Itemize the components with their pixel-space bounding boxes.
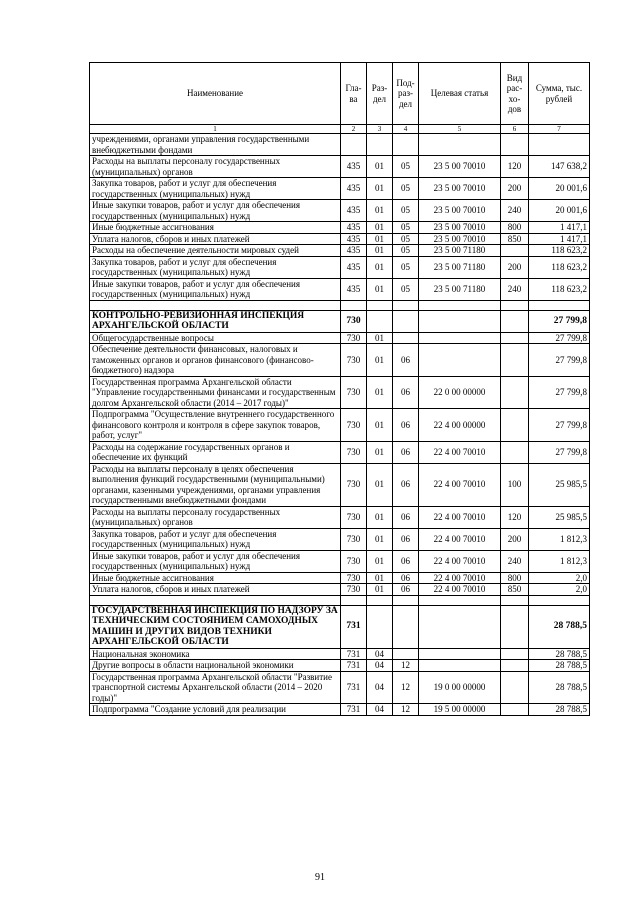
cell-podrazdel [393, 648, 419, 660]
cell-vid [501, 332, 529, 344]
cell-vid: 120 [501, 506, 529, 528]
cell-vid: 850 [501, 233, 529, 245]
col-header-razdel: Раз-дел [367, 63, 393, 125]
column-number: 1 [90, 125, 341, 134]
cell-sum: 1 417,1 [529, 233, 590, 245]
cell-name: Уплата налогов, сборов и иных платежей [90, 584, 341, 596]
cell-target [419, 605, 501, 648]
page-number: 91 [315, 872, 325, 883]
cell-glava: 730 [341, 376, 367, 409]
table-row [90, 134, 590, 156]
col-header-sum: Сумма, тыс. рублей [529, 63, 590, 125]
table-row [90, 278, 590, 300]
cell-glava: 730 [341, 528, 367, 550]
cell-name: Подпрограмма "Осуществление внутреннего государственного финансового контроля и контроля в сфере закупок товаров, работ, услуг" [90, 409, 341, 442]
cell-vid: 800 [501, 222, 529, 234]
cell-razdel: 04 [367, 704, 393, 716]
table-row [90, 528, 590, 550]
column-number: 4 [393, 125, 419, 134]
cell-target: 23 5 00 71180 [419, 278, 501, 300]
cell-podrazdel: 05 [393, 245, 419, 257]
header-row [90, 63, 590, 125]
cell-sum: 118 623,2 [529, 256, 590, 278]
cell-sum: 118 623,2 [529, 245, 590, 257]
cell-target [419, 660, 501, 672]
cell-name: Иные закупки товаров, работ и услуг для обеспечения государственных (муниципальных) нужд [90, 200, 341, 222]
cell-glava: 730 [341, 344, 367, 377]
cell-sum: 27 799,8 [529, 344, 590, 377]
empty-cell [393, 595, 419, 605]
cell-target: 23 5 00 70010 [419, 222, 501, 234]
cell-target: 23 5 00 70010 [419, 200, 501, 222]
cell-vid: 200 [501, 178, 529, 200]
table-body [90, 134, 590, 716]
cell-sum [529, 134, 590, 156]
cell-glava [341, 134, 367, 156]
cell-name: Расходы на выплаты персоналу государственных (муниципальных) органов [90, 156, 341, 178]
cell-podrazdel: 12 [393, 660, 419, 672]
cell-name: КОНТРОЛЬНО-РЕВИЗИОННАЯ ИНСПЕКЦИЯ АРХАНГЕЛЬСКОЙ ОБЛАСТИ [90, 310, 341, 332]
cell-name: Закупка товаров, работ и услуг для обеспечения государственных (муниципальных) нужд [90, 178, 341, 200]
cell-razdel: 01 [367, 441, 393, 463]
section-header-row [90, 605, 590, 648]
cell-razdel: 01 [367, 376, 393, 409]
cell-name: Другие вопросы в области национальной экономики [90, 660, 341, 672]
cell-sum: 28 788,5 [529, 605, 590, 648]
cell-target: 19 5 00 00000 [419, 704, 501, 716]
cell-podrazdel: 06 [393, 584, 419, 596]
table-row [90, 156, 590, 178]
column-number: 6 [501, 125, 529, 134]
budget-table [89, 62, 590, 716]
cell-target: 23 5 00 71180 [419, 256, 501, 278]
cell-sum: 1 812,3 [529, 550, 590, 572]
cell-sum: 118 623,2 [529, 278, 590, 300]
cell-glava: 730 [341, 332, 367, 344]
empty-cell [419, 595, 501, 605]
cell-podrazdel: 05 [393, 256, 419, 278]
cell-podrazdel: 06 [393, 506, 419, 528]
column-number: 5 [419, 125, 501, 134]
cell-name: ГОСУДАРСТВЕННАЯ ИНСПЕКЦИЯ ПО НАДЗОРУ ЗА ТЕХНИЧЕСКИМ СОСТОЯНИЕМ САМОХОДНЫХ МАШИН И ДРУГИХ ВИДОВ ТЕХНИКИ АРХАНГЕЛЬСКОЙ ОБЛАСТИ [90, 605, 341, 648]
table-row [90, 660, 590, 672]
col-header-name: Наименование [90, 63, 341, 125]
table-row [90, 648, 590, 660]
cell-razdel: 01 [367, 256, 393, 278]
col-header-target: Целевая статья [419, 63, 501, 125]
cell-glava: 731 [341, 704, 367, 716]
cell-sum: 27 799,8 [529, 332, 590, 344]
cell-vid [501, 310, 529, 332]
table-row [90, 245, 590, 257]
cell-target [419, 134, 501, 156]
cell-name: учреждениями, органами управления государственными внебюджетными фондами [90, 134, 341, 156]
cell-sum: 27 799,8 [529, 409, 590, 442]
cell-name: Расходы на обеспечение деятельности мировых судей [90, 245, 341, 257]
cell-glava: 435 [341, 233, 367, 245]
cell-target: 22 4 00 70010 [419, 506, 501, 528]
cell-sum: 28 788,5 [529, 671, 590, 704]
empty-cell [393, 300, 419, 310]
cell-target [419, 332, 501, 344]
cell-glava: 730 [341, 441, 367, 463]
cell-target: 23 5 00 70010 [419, 156, 501, 178]
cell-razdel [367, 605, 393, 648]
cell-sum: 20 001,6 [529, 200, 590, 222]
cell-name: Закупка товаров, работ и услуг для обеспечения государственных (муниципальных) нужд [90, 528, 341, 550]
cell-vid: 800 [501, 572, 529, 584]
table-row [90, 409, 590, 442]
cell-vid: 200 [501, 528, 529, 550]
cell-target [419, 648, 501, 660]
cell-podrazdel: 06 [393, 376, 419, 409]
cell-razdel: 01 [367, 233, 393, 245]
cell-target: 23 5 00 70010 [419, 233, 501, 245]
cell-podrazdel: 05 [393, 200, 419, 222]
cell-podrazdel: 06 [393, 441, 419, 463]
table-row [90, 704, 590, 716]
cell-razdel: 01 [367, 584, 393, 596]
cell-target: 22 4 00 70010 [419, 572, 501, 584]
empty-cell [90, 300, 341, 310]
cell-target: 22 4 00 70010 [419, 584, 501, 596]
cell-podrazdel: 12 [393, 704, 419, 716]
cell-target: 22 0 00 00000 [419, 376, 501, 409]
empty-cell [367, 595, 393, 605]
cell-name: Подпрограмма "Создание условий для реализации [90, 704, 341, 716]
cell-name: Закупка товаров, работ и услуг для обеспечения государственных (муниципальных) нужд [90, 256, 341, 278]
cell-vid [501, 704, 529, 716]
cell-target: 22 4 00 70010 [419, 463, 501, 506]
cell-name: Национальная экономика [90, 648, 341, 660]
spacer-row [90, 595, 590, 605]
cell-vid [501, 376, 529, 409]
cell-razdel [367, 134, 393, 156]
cell-target [419, 310, 501, 332]
cell-razdel: 01 [367, 463, 393, 506]
cell-sum: 25 985,5 [529, 506, 590, 528]
cell-sum: 27 799,8 [529, 310, 590, 332]
column-number: 7 [529, 125, 590, 134]
cell-razdel: 01 [367, 178, 393, 200]
cell-vid: 100 [501, 463, 529, 506]
empty-cell [419, 300, 501, 310]
cell-vid [501, 134, 529, 156]
cell-name: Обеспечение деятельности финансовых, налоговых и таможенных органов и органов финансового (финансово-бюджетного) надзора [90, 344, 341, 377]
cell-razdel: 04 [367, 660, 393, 672]
cell-glava: 435 [341, 245, 367, 257]
cell-glava: 730 [341, 310, 367, 332]
cell-podrazdel: 05 [393, 278, 419, 300]
cell-podrazdel: 06 [393, 528, 419, 550]
table-row [90, 376, 590, 409]
cell-razdel: 01 [367, 222, 393, 234]
cell-razdel: 01 [367, 528, 393, 550]
cell-razdel: 01 [367, 572, 393, 584]
cell-vid [501, 409, 529, 442]
column-number: 2 [341, 125, 367, 134]
cell-glava: 730 [341, 463, 367, 506]
cell-podrazdel: 12 [393, 671, 419, 704]
cell-podrazdel [393, 605, 419, 648]
cell-podrazdel: 06 [393, 344, 419, 377]
empty-cell [367, 300, 393, 310]
cell-glava: 730 [341, 550, 367, 572]
cell-podrazdel: 05 [393, 233, 419, 245]
cell-glava: 730 [341, 584, 367, 596]
cell-razdel: 01 [367, 506, 393, 528]
cell-target: 22 4 00 00000 [419, 409, 501, 442]
cell-podrazdel [393, 332, 419, 344]
cell-podrazdel: 06 [393, 463, 419, 506]
table-row [90, 572, 590, 584]
cell-razdel: 01 [367, 409, 393, 442]
cell-target: 23 5 00 71180 [419, 245, 501, 257]
cell-target: 22 4 00 70010 [419, 550, 501, 572]
cell-name: Расходы на выплаты персоналу государственных (муниципальных) органов [90, 506, 341, 528]
cell-vid: 240 [501, 278, 529, 300]
table-row [90, 332, 590, 344]
empty-cell [501, 595, 529, 605]
cell-sum: 1 812,3 [529, 528, 590, 550]
cell-vid: 240 [501, 200, 529, 222]
col-header-glava: Гла-ва [341, 63, 367, 125]
cell-glava: 731 [341, 605, 367, 648]
column-number-row [90, 125, 590, 134]
cell-razdel: 01 [367, 332, 393, 344]
empty-cell [341, 300, 367, 310]
cell-vid [501, 660, 529, 672]
cell-sum: 25 985,5 [529, 463, 590, 506]
cell-name: Иные бюджетные ассигнования [90, 222, 341, 234]
cell-sum: 28 788,5 [529, 660, 590, 672]
cell-vid: 120 [501, 156, 529, 178]
cell-name: Иные закупки товаров, работ и услуг для обеспечения государственных (муниципальных) нужд [90, 278, 341, 300]
cell-target: 22 4 00 70010 [419, 441, 501, 463]
cell-vid [501, 671, 529, 704]
cell-podrazdel: 05 [393, 222, 419, 234]
table-row [90, 671, 590, 704]
cell-podrazdel: 05 [393, 156, 419, 178]
cell-name: Общегосударственные вопросы [90, 332, 341, 344]
cell-podrazdel: 06 [393, 550, 419, 572]
cell-podrazdel: 06 [393, 572, 419, 584]
cell-name: Иные закупки товаров, работ и услуг для обеспечения государственных (муниципальных) нужд [90, 550, 341, 572]
col-header-vid: Вид рас-хо-дов [501, 63, 529, 125]
cell-target: 19 0 00 00000 [419, 671, 501, 704]
cell-sum: 28 788,5 [529, 648, 590, 660]
table-row [90, 344, 590, 377]
cell-target: 23 5 00 70010 [419, 178, 501, 200]
cell-sum: 147 638,2 [529, 156, 590, 178]
col-header-podrazdel: Под-раз-дел [393, 63, 419, 125]
cell-target: 22 4 00 70010 [419, 528, 501, 550]
cell-razdel: 01 [367, 278, 393, 300]
table-row [90, 200, 590, 222]
cell-glava: 731 [341, 671, 367, 704]
cell-podrazdel [393, 134, 419, 156]
cell-podrazdel [393, 310, 419, 332]
cell-name: Государственная программа Архангельской области "Развитие транспортной системы Архангельской области (2014 – 2020 годы)" [90, 671, 341, 704]
cell-glava: 435 [341, 200, 367, 222]
table-row [90, 222, 590, 234]
empty-cell [90, 595, 341, 605]
cell-razdel: 01 [367, 245, 393, 257]
cell-sum: 27 799,8 [529, 376, 590, 409]
cell-glava: 730 [341, 572, 367, 584]
cell-vid [501, 648, 529, 660]
cell-podrazdel: 06 [393, 409, 419, 442]
cell-name: Расходы на содержание государственных органов и обеспечение их функций [90, 441, 341, 463]
cell-vid [501, 605, 529, 648]
cell-vid [501, 245, 529, 257]
cell-glava: 731 [341, 648, 367, 660]
cell-podrazdel: 05 [393, 178, 419, 200]
cell-razdel: 04 [367, 648, 393, 660]
cell-glava: 730 [341, 506, 367, 528]
section-header-row [90, 310, 590, 332]
empty-cell [529, 595, 590, 605]
spacer-row [90, 300, 590, 310]
table-row [90, 178, 590, 200]
table-row [90, 233, 590, 245]
cell-sum: 28 788,5 [529, 704, 590, 716]
cell-sum: 2,0 [529, 584, 590, 596]
cell-glava: 435 [341, 222, 367, 234]
cell-glava: 730 [341, 409, 367, 442]
cell-razdel: 01 [367, 200, 393, 222]
table-row [90, 256, 590, 278]
cell-razdel: 01 [367, 156, 393, 178]
cell-glava: 435 [341, 156, 367, 178]
cell-glava: 435 [341, 178, 367, 200]
empty-cell [341, 595, 367, 605]
table-row [90, 506, 590, 528]
cell-sum: 20 001,6 [529, 178, 590, 200]
cell-name: Уплата налогов, сборов и иных платежей [90, 233, 341, 245]
cell-vid: 850 [501, 584, 529, 596]
cell-glava: 435 [341, 278, 367, 300]
cell-sum: 2,0 [529, 572, 590, 584]
cell-name: Иные бюджетные ассигнования [90, 572, 341, 584]
cell-sum: 1 417,1 [529, 222, 590, 234]
table-row [90, 463, 590, 506]
table-row [90, 584, 590, 596]
cell-target [419, 344, 501, 377]
empty-cell [529, 300, 590, 310]
table-row [90, 441, 590, 463]
cell-razdel: 01 [367, 550, 393, 572]
table-row [90, 550, 590, 572]
cell-razdel: 01 [367, 344, 393, 377]
cell-sum: 27 799,8 [529, 441, 590, 463]
empty-cell [501, 300, 529, 310]
cell-vid: 200 [501, 256, 529, 278]
cell-razdel: 04 [367, 671, 393, 704]
cell-glava: 435 [341, 256, 367, 278]
cell-name: Расходы на выплаты персоналу в целях обеспечения выполнения функций государственными (муниципальными) органами, казенными учреждениями, органами управления государственными внебюджетными фондами [90, 463, 341, 506]
cell-vid [501, 441, 529, 463]
cell-name: Государственная программа Архангельской области "Управление государственными финансами и государственным долгом Архангельской области (2014 – 2017 годы)" [90, 376, 341, 409]
cell-razdel [367, 310, 393, 332]
cell-vid [501, 344, 529, 377]
column-number: 3 [367, 125, 393, 134]
cell-glava: 731 [341, 660, 367, 672]
cell-vid: 240 [501, 550, 529, 572]
